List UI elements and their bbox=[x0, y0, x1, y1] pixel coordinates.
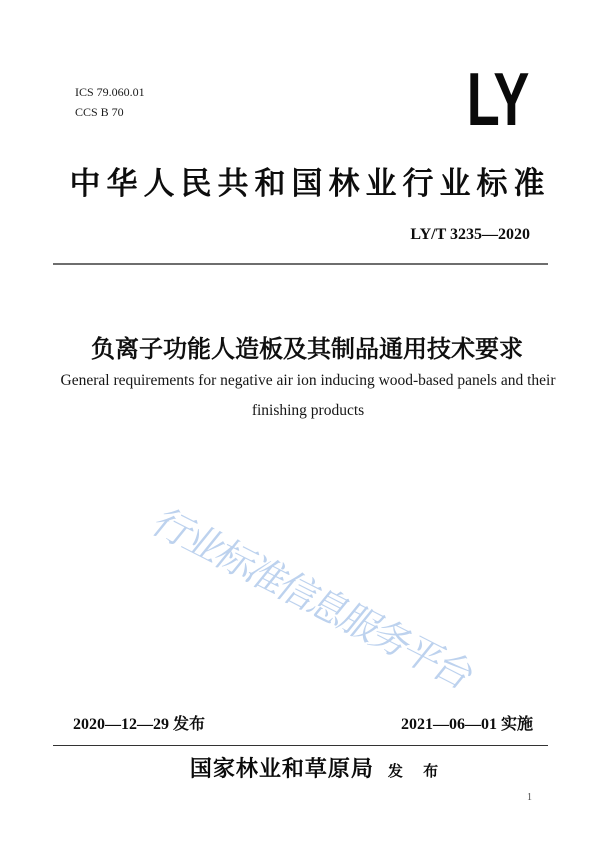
org-title: 中华人民共和国林业行业标准 bbox=[69, 166, 551, 201]
document-title-en bbox=[8, 366, 600, 426]
implement-date: 2021—06—01 实施 bbox=[400, 716, 533, 733]
issue-date: 2020—12—29 发布 bbox=[73, 716, 206, 733]
footer-rule bbox=[53, 745, 548, 746]
document-title-en-line1: General requirements for negative air ion inducing wood-based panels and their bbox=[60, 372, 556, 389]
document-title-cn: 负离子功能人造板及其制品通用技术要求 bbox=[91, 336, 523, 363]
ly-logo: LY bbox=[466, 57, 528, 141]
document-title-en-line2: finishing products bbox=[251, 402, 365, 419]
classification-codes bbox=[75, 82, 145, 122]
ics-code: ICS 79.060.01 bbox=[75, 85, 145, 99]
header-rule bbox=[53, 263, 548, 265]
publish-label: 发 布 bbox=[387, 763, 447, 780]
watermark-text: 行业标准信息服务平台 bbox=[142, 503, 482, 696]
publisher-row bbox=[18, 752, 600, 783]
ccs-code: CCS B 70 bbox=[75, 105, 124, 119]
publisher-name: 国家林业和草原局 bbox=[189, 756, 374, 781]
standard-number: LY/T 3235—2020 bbox=[410, 226, 530, 243]
page-number: 1 bbox=[527, 792, 532, 803]
